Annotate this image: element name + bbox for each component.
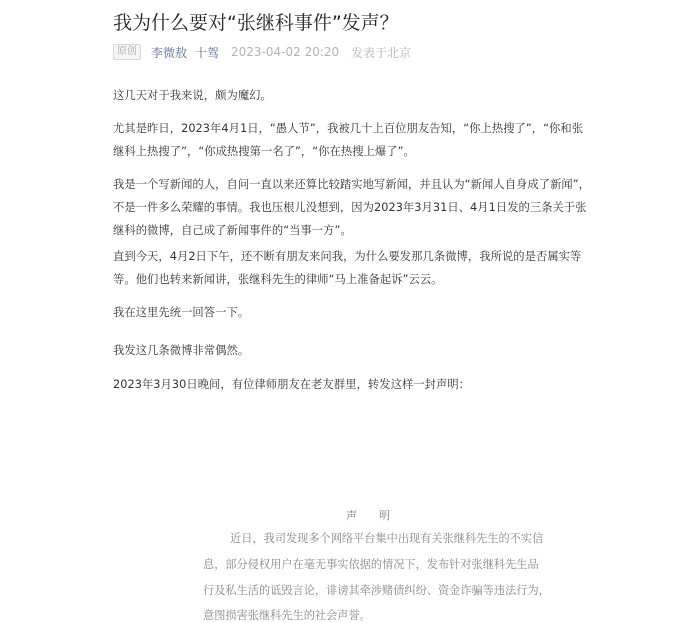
statement-line-3: 行及私生活的诋毁言论，诽谤其牵涉赌债纠纷、资金诈骗等违法行为， (203, 584, 550, 597)
statement-image (0, 490, 700, 623)
author-link[interactable]: 李微敖 (151, 45, 188, 60)
article-meta (113, 42, 411, 62)
paragraph-3: 我是一个写新闻的人，自问一直以来还算比较踏实地写新闻，并且认为“新闻人自身成了新闻”，不是一件多么荣耀的事情。我也压根儿没想到，因为2023年3月31日、4月1日发的三条关于张继科的微博，自己成了新闻事件的“当事一方”。 (113, 178, 591, 237)
statement-title: 声明 (346, 509, 412, 522)
paragraph-1: 这几天对于我来说，颇为魔幻。 (113, 89, 272, 102)
paragraph-2: 尤其是昨日，2023年4月1日，“愚人节”，我被几十上百位朋友告知，“你上热搜了”，“你和张继科上热搜了”，“你成热搜第一名了”，“你在热搜上爆了”。 (113, 122, 584, 158)
paragraph-7: 2023年3月30日晚间，有位律师朋友在老友群里，转发这样一封声明： (113, 378, 471, 391)
statement-line-4: 意图损害张继科先生的社会声誉。 (203, 609, 371, 622)
paragraph-6: 我发这几条微博非常偶然。 (113, 344, 250, 357)
publish-location: 发表于北京 (351, 45, 412, 60)
publish-datetime: 2023-04-02 20:20 (231, 45, 340, 59)
original-badge: 原创 (113, 44, 141, 60)
statement-line-2: 息，部分侵权用户在毫无事实依据的情况下，发布针对张继科先生品 (203, 558, 539, 571)
paragraph-5: 我在这里先统一回答一下。 (113, 306, 250, 319)
article-title: 我为什么要对“张继科事件”发声？ (113, 12, 399, 34)
channel-link[interactable]: 十驾 (195, 45, 220, 60)
paragraph-4: 直到今天，4月2日下午，还不断有朋友来问我，为什么要发那几条微博，我所说的是否属实等等。他们也转来新闻讲，张继科先生的律师“马上准备起诉”云云。 (113, 250, 582, 286)
statement-line-1: 近日，我司发现多个网络平台集中出现有关张继科先生的不实信 (230, 532, 544, 545)
